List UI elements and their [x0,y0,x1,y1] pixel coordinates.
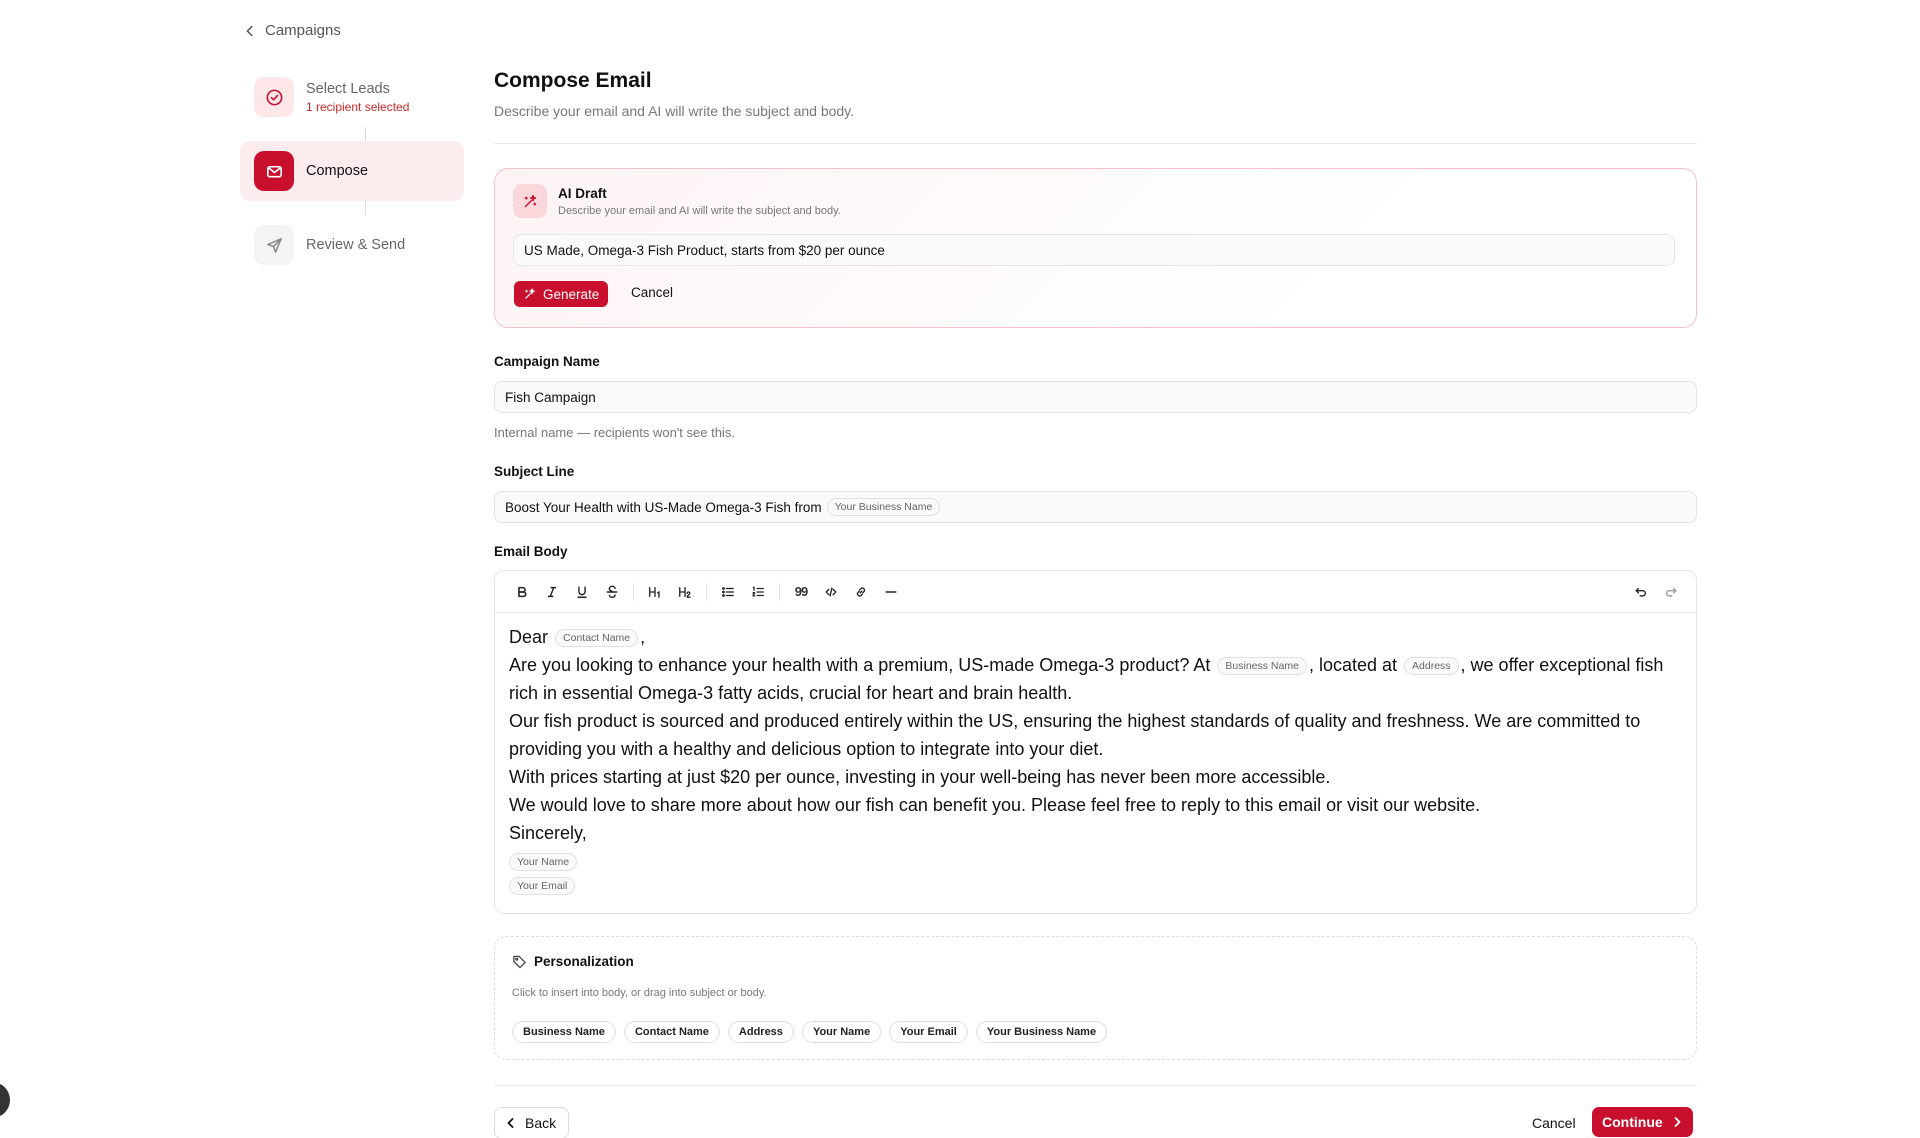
underline-icon [575,585,589,599]
body-paragraph-4: We would love to share more about how our fish can benefit you. Please feel free to reply to this email or visit our website. [509,795,1481,815]
email-body-content[interactable] [495,613,1696,899]
bold-icon [515,585,529,599]
sparkles-icon-badge [513,184,547,218]
step-badge [254,225,294,265]
link-button[interactable] [846,577,876,607]
generate-label: Generate [543,286,600,302]
step-select-leads[interactable] [240,67,464,127]
email-body-label: Email Body [494,544,568,559]
campaign-name-label: Campaign Name [494,354,600,369]
ai-cancel-button[interactable]: Cancel [631,285,674,300]
chevron-left-icon [243,24,257,38]
continue-button[interactable] [1592,1107,1693,1137]
mail-icon [265,162,284,181]
ordered-list-button[interactable] [743,577,773,607]
cancel-button[interactable]: Cancel [1532,1115,1576,1131]
step-label: Compose [306,163,369,179]
personalization-title [512,954,634,969]
subject-token-chip[interactable]: Your Business Name [827,498,941,516]
step-label: Review & Send [306,237,406,253]
generate-button[interactable] [514,281,608,307]
strikethrough-button[interactable] [597,577,627,607]
ai-prompt-input[interactable]: US Made, Omega-3 Fish Product, starts from $20 per ounce [513,234,1675,266]
subject-text: Boost Your Health with US-Made Omega-3 Fish from [505,499,822,515]
editor-toolbar [495,571,1696,613]
strikethrough-icon [605,585,619,599]
step-compose[interactable] [240,141,464,201]
toolbar-separator [633,583,634,601]
italic-button[interactable] [537,577,567,607]
body-paragraph-2: Our fish product is sourced and produced entirely within the US, ensuring the highest standards of quality and freshness. We are committed to providing you with a healthy and delicious option to integrate into your diet. [509,711,1641,759]
step-sublabel: 1 recipient selected [306,99,410,114]
redo-icon [1664,585,1678,599]
underline-button[interactable] [567,577,597,607]
greeting-tail: , [640,627,646,647]
italic-icon [545,585,559,599]
toolbar-separator [779,583,780,601]
chevron-right-icon [1671,1116,1683,1128]
subject-line-label: Subject Line [494,464,575,479]
step-review-send[interactable] [240,215,464,275]
body-greeting [509,623,1682,651]
heading-1-button[interactable] [640,577,670,607]
heading-2-button[interactable] [670,577,700,607]
token-chip-business-name[interactable]: Business Name [1217,657,1307,675]
page-title: Compose Email [494,69,652,92]
tag-icon [512,954,527,969]
ai-draft-title: AI Draft [558,186,607,201]
paragraph-text: Are you looking to enhance your health with a premium, US-made Omega-3 product? At [509,655,1211,675]
step-connector [365,201,366,215]
heading-2-icon [678,585,692,599]
sparkles-icon [523,287,537,301]
footer-divider [494,1085,1697,1086]
undo-button[interactable] [1626,577,1656,607]
insert-chip-contact-name[interactable]: Contact Name [624,1021,720,1043]
blockquote-button[interactable] [786,577,816,607]
paragraph-text: , located at [1308,655,1397,675]
campaigns-back-label: Campaigns [265,22,341,39]
insert-chip-your-email[interactable]: Your Email [889,1021,968,1043]
ordered-list-icon [751,585,765,599]
body-paragraph-3: With prices starting at just $20 per ounce, investing in your well-being has never been more accessible. [509,767,1331,787]
body-closing: Sincerely, [509,823,587,843]
floating-help-button[interactable] [0,1082,10,1118]
email-body-editor[interactable] [494,570,1697,914]
campaign-name-input[interactable]: Fish Campaign [494,381,1697,413]
toolbar-separator [706,583,707,601]
token-chip-your-email[interactable]: Your Email [509,877,575,895]
check-circle-icon [265,88,284,107]
redo-button[interactable] [1656,577,1686,607]
link-icon [854,585,868,599]
token-chip-contact-name[interactable]: Contact Name [555,629,638,647]
campaign-name-hint: Internal name — recipients won't see this. [494,425,735,440]
insert-chip-address[interactable]: Address [728,1021,794,1043]
greeting-text: Dear [509,627,549,647]
insert-chip-your-business-name[interactable]: Your Business Name [976,1021,1107,1043]
code-button[interactable] [816,577,846,607]
campaigns-back-link[interactable] [243,22,341,39]
personalization-chips [512,1021,1107,1043]
undo-icon [1634,585,1648,599]
token-chip-address[interactable]: Address [1404,657,1459,675]
page-subtitle: Describe your email and AI will write the subject and body. [494,103,855,119]
continue-button-label: Continue [1602,1114,1663,1130]
token-chip-your-name[interactable]: Your Name [509,853,577,871]
divider [494,143,1697,144]
sparkles-icon [522,193,539,210]
personalization-panel [494,936,1697,1060]
step-badge [254,77,294,117]
code-icon [824,585,838,599]
send-icon [265,236,284,255]
bullet-list-button[interactable] [713,577,743,607]
horizontal-rule-button[interactable] [876,577,906,607]
insert-chip-your-name[interactable]: Your Name [802,1021,881,1043]
wizard-stepper [240,67,464,275]
step-connector [365,127,366,141]
personalization-subtitle: Click to insert into body, or drag into subject or body. [512,987,767,999]
chevron-left-icon [505,1117,517,1129]
body-paragraph-1 [509,651,1682,707]
insert-chip-business-name[interactable]: Business Name [512,1021,616,1043]
horizontal-rule-icon [884,585,898,599]
step-badge [254,151,294,191]
ai-draft-subtitle: Describe your email and AI will write the subject and body. [558,205,841,217]
quote-icon: 99 [794,584,808,599]
back-button-label: Back [525,1115,557,1131]
personalization-title-text: Personalization [534,954,634,969]
paragraph-text: , we offer exceptional fish rich in essential Omega-3 fatty acids, crucial for heart and brain health. [509,655,1664,703]
heading-1-icon [648,585,662,599]
back-button[interactable] [494,1107,569,1138]
step-label: Select Leads [306,80,390,97]
signature-email-line [509,871,1682,899]
ai-draft-card [494,168,1697,328]
bold-button[interactable] [507,577,537,607]
bullet-list-icon [721,585,735,599]
subject-line-input[interactable] [494,491,1697,523]
